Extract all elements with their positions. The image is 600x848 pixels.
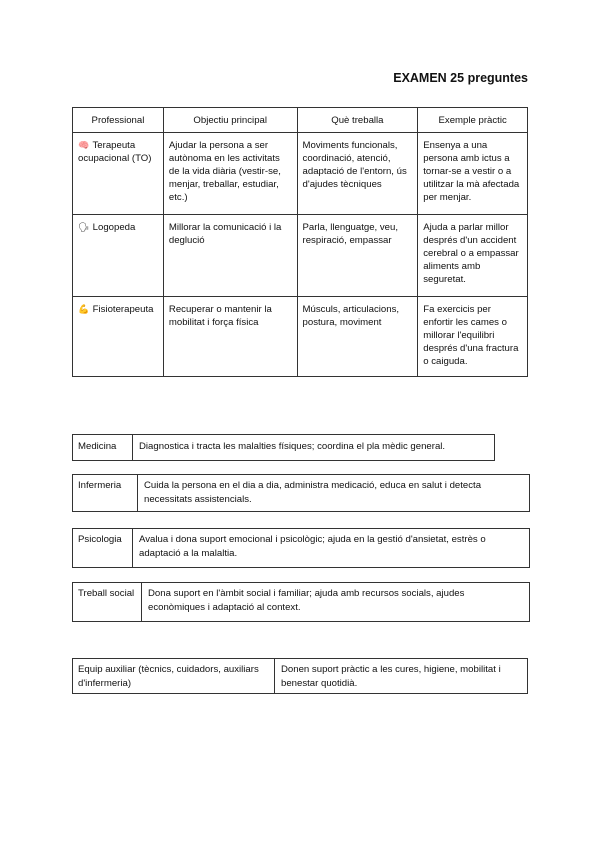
table-row	[73, 215, 528, 297]
role-box-infermeria	[72, 474, 530, 512]
objective-cell: Recuperar o mantenir la mobilitat i força física	[163, 297, 297, 377]
role-box-treball-social	[72, 582, 530, 622]
work-cell: Parla, llenguatge, veu, respiració, empassar	[297, 215, 418, 297]
role-description: Cuida la persona en el dia a dia, administra medicació, educa en salut i detecta necessitats assistencials.	[144, 480, 482, 505]
speaking-head-icon: 🗣	[78, 222, 90, 232]
work-cell: Músculs, articulacions, postura, moviment	[297, 297, 418, 377]
table-row	[73, 297, 528, 377]
column-header: Exemple pràctic	[418, 108, 528, 133]
professional-name: Fisioterapeuta	[92, 304, 154, 315]
column-header: Objectiu principal	[163, 108, 297, 133]
professional-cell	[73, 215, 164, 297]
professional-cell	[73, 133, 164, 215]
role-name: Medicina	[73, 435, 133, 460]
role-description: Donen suport pràctic a les cures, higiene, mobilitat i benestar quotidià.	[281, 664, 501, 689]
role-box-medicina	[72, 434, 495, 461]
role-name: Psicologia	[73, 529, 133, 567]
brain-icon: 🧠	[78, 140, 90, 150]
objective-cell: Ajudar la persona a ser autònoma en les activitats de la vida diària (vestir-se, menjar, treballar, estudiar, etc.)	[163, 133, 297, 215]
column-header: Què treballa	[297, 108, 418, 133]
role-description: Avalua i dona suport emocional i psicològic; ajuda en la gestió d'ansietat, estrès o adaptació a la malaltia.	[139, 534, 486, 559]
example-cell: Ajuda a parlar millor després d'un accident cerebral o a empassar aliments amb seguretat.	[418, 215, 528, 297]
column-header: Professional	[73, 108, 164, 133]
role-name: Equip auxiliar (tècnics, cuidadors, auxiliars d'infermeria)	[73, 659, 275, 693]
table-header-row	[73, 108, 528, 133]
role-name: Treball social	[73, 583, 142, 621]
example-cell: Fa exercicis per enfortir les cames o millorar l'equilibri després d'una fractura o caiguda.	[418, 297, 528, 377]
role-box-equip-auxiliar	[72, 658, 528, 694]
role-name: Infermeria	[73, 475, 138, 511]
professional-name: Terapeuta ocupacional (TO)	[78, 140, 152, 164]
page-title: EXAMEN 25 preguntes	[393, 71, 528, 85]
professional-name: Logopeda	[92, 222, 136, 233]
example-cell: Ensenya a una persona amb ictus a tornar-se a vestir o a utilitzar la mà afectada per menjar.	[418, 133, 528, 215]
table-row	[73, 133, 528, 215]
professional-cell	[73, 297, 164, 377]
work-cell: Moviments funcionals, coordinació, atenció, adaptació de l'entorn, ús d'ajudes tècniques	[297, 133, 418, 215]
role-description: Diagnostica i tracta les malalties físiques; coordina el pla mèdic general.	[139, 441, 446, 452]
flexed-biceps-icon: 💪	[78, 304, 90, 314]
professionals-table	[72, 107, 528, 377]
role-box-psicologia	[72, 528, 530, 568]
objective-cell: Millorar la comunicació i la deglució	[163, 215, 297, 297]
role-description: Dona suport en l'àmbit social i familiar; ajuda amb recursos socials, ajudes econòmiques i adaptació al context.	[148, 588, 465, 613]
